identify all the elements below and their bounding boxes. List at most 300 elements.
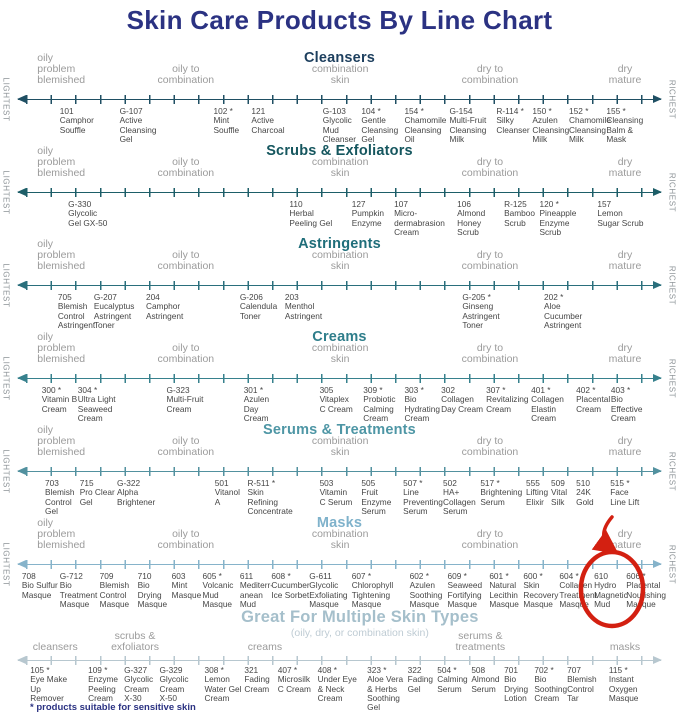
product-label: [167, 386, 204, 414]
product-code: R-125: [504, 199, 527, 209]
product-code: 602 *: [409, 571, 429, 581]
label-line: Cream: [243, 412, 269, 423]
product-code: 107: [394, 199, 408, 209]
label-line: Gel: [79, 496, 93, 507]
section-title: Serums & Treatments: [263, 422, 416, 438]
label-line: Control: [567, 683, 594, 694]
product-code: 504 *: [437, 665, 457, 675]
label-line: Cream: [610, 412, 636, 423]
label-line: Cleansing: [606, 115, 644, 126]
label-line: Astringent: [543, 319, 582, 330]
label-line: oily: [37, 424, 54, 436]
label-line: Milk: [449, 133, 465, 144]
label-line: Mud: [322, 124, 339, 135]
label-line: skin: [330, 353, 350, 365]
lightest-label: LIGHTEST: [1, 542, 11, 587]
label-line: Day Cream: [441, 403, 484, 414]
label-line: Masque: [171, 589, 202, 600]
label-line: Serum: [471, 683, 496, 694]
product-label: [138, 572, 168, 609]
label-line: Cleansing: [449, 124, 487, 135]
label-line: Blemish: [99, 580, 130, 591]
product-code: 121: [251, 106, 266, 116]
product-label: [361, 107, 398, 144]
product-code: G-206: [239, 292, 263, 302]
label-line: Herbal: [289, 208, 314, 219]
label-line: Recovery: [523, 589, 559, 600]
products: [18, 329, 661, 422]
label-line: Control: [99, 589, 127, 600]
product-code: 715: [79, 478, 94, 488]
product-code: 555: [525, 478, 540, 488]
label-line: Cream: [77, 412, 103, 423]
product-code: 300 *: [41, 385, 62, 395]
product-code: R-114 *: [496, 106, 524, 116]
label-line: Exfoliating: [309, 589, 348, 600]
label-line: dry: [617, 528, 633, 540]
label-line: combination: [157, 167, 215, 179]
label-line: Camphor: [145, 301, 181, 312]
label-line: Pro Clear: [79, 487, 115, 498]
label-line: skin: [330, 167, 350, 179]
label-line: Line Lift: [610, 496, 640, 507]
label-line: mature: [608, 446, 642, 458]
label-line: Mud: [594, 598, 611, 609]
label-line: Collagen: [531, 394, 564, 405]
product-code: 508: [471, 665, 486, 675]
product-label: [45, 479, 75, 516]
label-line: treatments: [455, 641, 506, 653]
label-line: combination: [461, 260, 519, 272]
product-code: G-611: [309, 571, 332, 581]
label-line: Bio Sulfur: [21, 580, 58, 591]
label-line: combination: [157, 539, 215, 551]
label-line: Scrub: [539, 226, 562, 237]
label-line: Fortifying: [447, 589, 482, 600]
product-code: 301 *: [243, 385, 264, 395]
label-line: oily: [37, 145, 54, 157]
label-line: Magnetic: [594, 589, 628, 600]
label-line: Balm &: [606, 124, 634, 135]
product-code: 204: [145, 292, 160, 302]
product-code: 403 *: [610, 385, 631, 395]
label-line: blemished: [37, 74, 86, 86]
label-line: Pineapple: [539, 208, 577, 219]
product-code: 603: [171, 571, 186, 581]
label-line: Masque: [523, 598, 553, 609]
label-line: Ultra Light: [77, 394, 116, 405]
products: [18, 236, 661, 329]
label-line: Cream: [531, 412, 557, 423]
product-label: [496, 107, 529, 135]
section-title: Scrubs & Exfoliators: [266, 143, 413, 159]
product-code: 515 *: [610, 478, 630, 488]
label-line: Chamomile: [404, 115, 447, 126]
label-line: dry: [617, 249, 633, 261]
section-serums: [0, 422, 679, 515]
product-label: [539, 200, 576, 237]
label-line: Day: [243, 403, 259, 414]
label-line: Enzyme: [88, 674, 119, 685]
label-line: Bio: [534, 674, 547, 685]
label-line: exfoliators: [111, 641, 159, 653]
label-line: Active: [251, 115, 274, 126]
label-line: Microsilk: [277, 674, 311, 685]
label-line: Vitanol: [214, 487, 240, 498]
label-line: Bio: [610, 394, 623, 405]
richest-label: RICHEST: [667, 79, 677, 120]
label-line: Honey: [457, 217, 482, 228]
product-label: [285, 293, 322, 321]
label-line: creams: [247, 641, 283, 653]
product-code: G-205 *: [462, 292, 491, 302]
product-label: [309, 572, 347, 609]
product-code: 303 *: [404, 385, 424, 395]
label-line: Cleanser: [496, 124, 530, 135]
product-label: [526, 479, 548, 507]
product-label: [42, 386, 77, 414]
label-line: combination: [461, 539, 519, 551]
product-label: [363, 386, 395, 423]
label-line: Hydro: [594, 580, 617, 591]
product-label: [486, 386, 528, 414]
product-label: [204, 666, 241, 703]
label-line: Face: [610, 487, 629, 498]
label-line: Soothing: [367, 692, 400, 703]
label-line: combination: [157, 446, 215, 458]
label-line: combination: [461, 446, 519, 458]
product-code: 611: [239, 571, 254, 581]
section-title: Masks: [316, 515, 363, 531]
label-line: Bio: [504, 674, 517, 685]
label-line: oily to: [172, 63, 200, 75]
label-line: dermabrasion: [394, 217, 445, 228]
product-label: [437, 666, 467, 694]
label-line: Mediterr-: [239, 580, 274, 591]
product-label: [146, 293, 183, 321]
label-line: Effective: [610, 403, 643, 414]
product-label: [534, 666, 567, 703]
label-line: masks: [609, 641, 641, 653]
product-code: 308 *: [204, 665, 224, 675]
label-line: Blemish: [57, 301, 88, 312]
product-label: [58, 293, 95, 330]
label-line: problem: [37, 342, 76, 354]
product-label: [408, 666, 433, 694]
label-line: Chlorophyll: [351, 580, 394, 591]
label-line: Mud: [239, 598, 256, 609]
product-code: 152 *: [569, 106, 589, 116]
label-line: Cream: [244, 683, 270, 694]
product-code: 322: [407, 665, 422, 675]
product-code: 510: [576, 478, 590, 488]
label-line: Calming: [437, 674, 468, 685]
label-line: Cucumber: [543, 310, 583, 321]
label-line: Calendula: [239, 301, 278, 312]
section-cleansers: [0, 50, 679, 143]
label-line: Mask: [606, 133, 627, 144]
product-code: 101: [59, 106, 74, 116]
label-line: Eucalyptus: [93, 301, 135, 312]
label-line: skin: [330, 74, 350, 86]
label-line: Seaweed: [447, 580, 483, 591]
label-line: Masque: [626, 598, 656, 609]
products: [18, 143, 661, 236]
product-label: [318, 666, 357, 703]
product-code: 609 *: [447, 571, 467, 581]
label-line: Cucumber: [271, 580, 310, 591]
label-line: Serum: [437, 683, 462, 694]
label-line: Volcanic: [202, 580, 234, 591]
label-line: Cream: [88, 692, 113, 703]
product-code: 402 *: [576, 385, 596, 395]
label-line: Seaweed: [77, 403, 113, 414]
label-line: Lecithin: [489, 589, 518, 600]
label-line: Astringent: [145, 310, 184, 321]
product-code: 307 *: [486, 385, 506, 395]
product-label: [597, 200, 643, 228]
product-code: 302: [441, 385, 455, 395]
product-code: G-329: [159, 665, 183, 675]
label-line: Brightening: [480, 487, 523, 498]
label-line: Vitamin B: [41, 394, 78, 405]
label-line: mature: [608, 167, 642, 179]
product-code: 115 *: [608, 665, 628, 675]
product-label: [367, 666, 403, 712]
label-line: Skin: [247, 487, 264, 498]
label-line: Instant: [608, 674, 634, 685]
label-line: Silk: [551, 496, 565, 507]
product-code: 109 *: [88, 665, 108, 675]
label-line: HA+: [443, 487, 460, 498]
label-line: dry: [617, 63, 633, 75]
product-code: 701: [504, 665, 518, 675]
product-code: 304 *: [77, 385, 98, 395]
product-label: [361, 479, 391, 516]
label-line: oily: [37, 331, 54, 343]
label-line: combination: [461, 74, 519, 86]
label-line: Masque: [559, 598, 589, 609]
sensitive-skin-footnote: * products suitable for sensitive skin: [30, 702, 196, 713]
label-line: Probiotic: [363, 394, 396, 405]
label-line: combination: [311, 63, 369, 75]
product-code: 309 *: [363, 385, 383, 395]
label-line: problem: [37, 528, 76, 540]
lightest-label: LIGHTEST: [1, 170, 11, 215]
label-line: Cream: [124, 683, 149, 694]
product-label: [626, 572, 666, 609]
label-line: Enzyme: [539, 217, 570, 228]
label-line: Alpha: [117, 487, 139, 498]
label-line: Masque: [608, 692, 639, 703]
product-code: 401 *: [531, 385, 551, 395]
label-line: Cream: [404, 412, 430, 423]
label-line: Cleansing: [119, 124, 157, 135]
product-code: 517 *: [480, 478, 500, 488]
label-line: Bio: [404, 394, 417, 405]
product-label: [449, 107, 486, 144]
label-line: Cream: [486, 403, 511, 414]
label-line: combination: [157, 353, 215, 365]
label-line: Blemish: [567, 674, 597, 685]
label-line: X-50: [159, 692, 177, 703]
label-line: Gel: [367, 702, 381, 713]
label-line: Glycolic: [322, 115, 352, 126]
section-subtitle: (oily, dry, or combination skin): [290, 627, 429, 639]
product-code: 321: [244, 665, 259, 675]
section-astringents: [0, 236, 679, 329]
richest-label: RICHEST: [667, 172, 677, 213]
product-code: G-103: [322, 106, 346, 116]
product-code: G-154: [449, 106, 473, 116]
product-label: [80, 479, 115, 507]
label-line: Cream: [41, 403, 67, 414]
product-label: [117, 479, 155, 507]
label-line: oily: [37, 238, 54, 250]
product-label: [251, 107, 284, 135]
product-code: 703: [45, 478, 59, 488]
sections: [0, 50, 679, 727]
label-line: 24K: [576, 487, 591, 498]
product-code: 120 *: [539, 199, 559, 209]
label-line: Masque: [489, 598, 519, 609]
product-code: 606 *: [626, 571, 646, 581]
label-line: Chamomile: [569, 115, 612, 126]
label-line: oily to: [172, 435, 200, 447]
label-line: dry to: [476, 156, 504, 168]
label-line: Drying: [504, 683, 529, 694]
label-line: Serum: [403, 505, 428, 516]
section-title: Cleansers: [303, 50, 376, 66]
product-label: [576, 386, 610, 414]
label-line: Gel: [361, 133, 375, 144]
products: [18, 422, 661, 515]
products: [18, 515, 666, 609]
label-line: C Cream: [277, 683, 311, 694]
label-line: Mud: [202, 589, 219, 600]
product-code: 702 *: [534, 665, 554, 675]
label-line: mature: [608, 260, 642, 272]
product-label: [88, 666, 118, 703]
label-line: Masque: [351, 598, 382, 609]
product-code: 305: [319, 385, 334, 395]
label-line: Fading: [407, 674, 434, 685]
label-line: Serum: [443, 505, 468, 516]
label-line: anean: [239, 589, 263, 600]
product-code: 600 *: [523, 571, 543, 581]
lightest-label: LIGHTEST: [1, 449, 11, 494]
product-label: [606, 107, 643, 144]
label-line: Control: [45, 496, 72, 507]
label-line: Water Gel: [204, 683, 242, 694]
label-line: dry to: [476, 342, 504, 354]
label-line: combination: [311, 342, 369, 354]
label-line: Concentrate: [247, 505, 293, 516]
label-line: Vitamin: [319, 487, 348, 498]
product-code: 203: [284, 292, 299, 302]
label-line: Masque: [309, 598, 339, 609]
product-code: G-712: [59, 571, 83, 581]
label-line: Pumpkin: [351, 208, 384, 219]
label-line: Under Eye: [317, 674, 357, 685]
label-line: combination: [311, 156, 369, 168]
label-line: dry to: [476, 528, 504, 540]
label-line: dry: [617, 435, 633, 447]
product-code: G-323: [166, 385, 190, 395]
label-line: oily to: [172, 342, 200, 354]
product-code: G-207: [93, 292, 117, 302]
product-label: [551, 479, 567, 507]
label-line: combination: [461, 353, 519, 365]
label-line: Nourishing: [626, 589, 666, 600]
label-line: Toner: [462, 319, 484, 330]
label-line: Aloe: [543, 301, 561, 312]
product-code: 202 *: [543, 292, 564, 302]
label-line: & Herbs: [367, 683, 398, 694]
product-code: 408 *: [317, 665, 338, 675]
lightest-label: LIGHTEST: [1, 356, 11, 401]
label-line: Soothing: [409, 589, 443, 600]
label-line: Cleanser: [322, 133, 356, 144]
richest-label: RICHEST: [667, 544, 677, 585]
label-line: dry: [617, 156, 633, 168]
label-line: Bio: [59, 580, 72, 591]
label-line: Oxygen: [608, 683, 638, 694]
product-label: [289, 200, 332, 228]
label-line: skin: [330, 446, 350, 458]
product-label: [567, 666, 597, 703]
product-code: 705: [57, 292, 72, 302]
product-code: G-327: [124, 665, 148, 675]
label-line: Multi-Fruit: [166, 394, 204, 405]
label-line: Gel: [119, 133, 133, 144]
product-code: 604 *: [559, 571, 579, 581]
label-line: Enzyme: [361, 496, 392, 507]
product-label: [403, 479, 443, 516]
label-line: skin: [330, 260, 350, 272]
label-line: Astringent: [57, 319, 96, 330]
label-line: Cleansing: [404, 124, 442, 135]
product-label: [504, 200, 535, 228]
label-line: Cream: [576, 403, 602, 414]
product-code: 104 *: [361, 106, 381, 116]
product-code: G-322: [117, 478, 141, 488]
product-label: [610, 479, 639, 507]
label-line: Glycolic: [124, 674, 154, 685]
label-line: X-30: [124, 692, 142, 703]
product-code: 710: [137, 571, 152, 581]
product-label: [352, 572, 394, 609]
label-line: Vital: [551, 487, 568, 498]
label-line: Glycolic: [159, 674, 189, 685]
label-line: Milk: [569, 133, 584, 144]
product-label: [480, 479, 522, 507]
product-label: [471, 666, 499, 694]
section-scrubs: [0, 143, 679, 236]
label-line: Cream: [204, 692, 230, 703]
label-line: Masque: [409, 598, 440, 609]
product-label: [271, 572, 309, 600]
label-line: combination: [311, 249, 369, 261]
page-title: Skin Care Products By Line Chart: [126, 5, 553, 35]
product-code: R-511 *: [247, 478, 276, 488]
label-line: Elixir: [525, 496, 544, 507]
label-line: blemished: [37, 353, 86, 365]
label-line: blemished: [37, 446, 86, 458]
section-creams: [0, 329, 679, 422]
product-label: [30, 666, 67, 703]
label-line: oily: [37, 517, 54, 529]
